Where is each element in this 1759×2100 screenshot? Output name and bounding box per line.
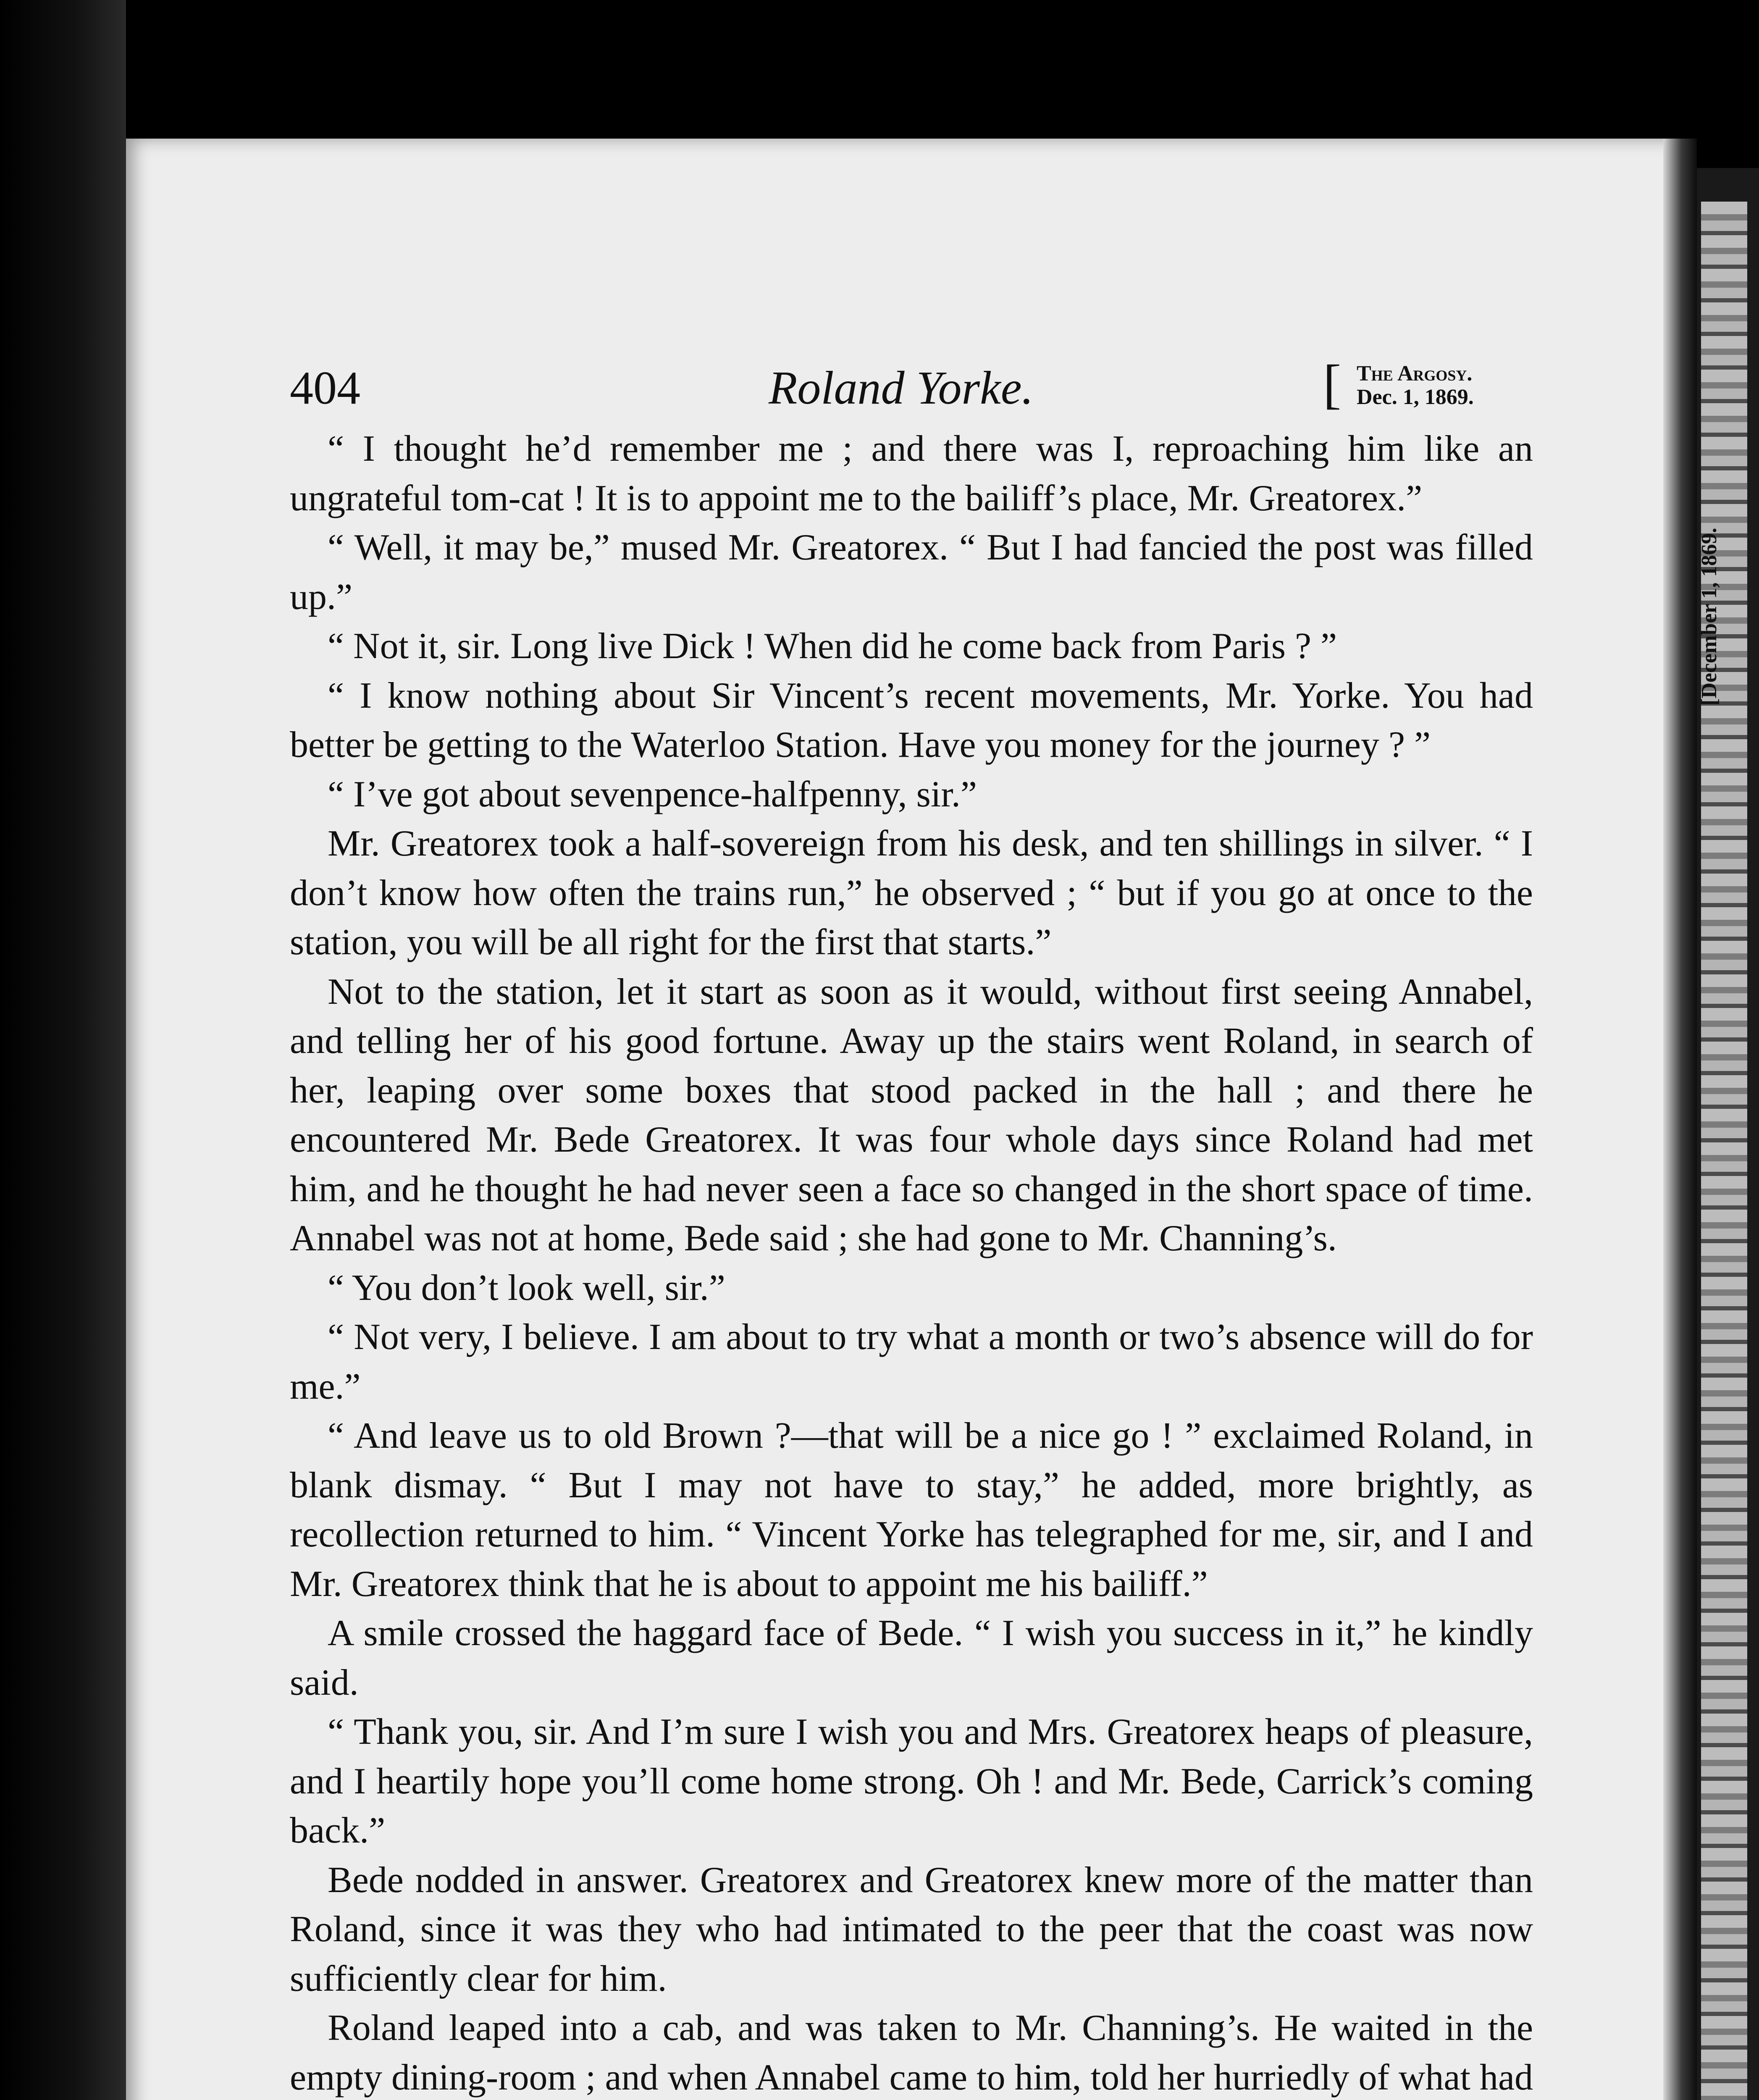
paragraph: Mr. Greatorex took a half-sovereign from his desk, and ten shillings in silver. “ I don’t know how often the trains run,” he observed ; “ but if you go at once to the station, you will be all right for the first that starts.” (290, 823, 1533, 963)
header-bracket: [ (1323, 354, 1342, 415)
issue-date: Dec. 1, 1869. (1357, 385, 1474, 409)
facing-page-date: [December 1, 1869. (1697, 528, 1721, 706)
paragraph: “ Thank you, sir. And I’m sure I wish you and Mrs. Greatorex heaps of pleasure, and I heartily hope you’ll come home strong. Oh ! and Mr. Bede, Carrick’s coming back.” (290, 1712, 1533, 1851)
paragraph: “ Not it, sir. Long live Dick ! When did he come back from Paris ? ” (328, 626, 1337, 667)
paragraph: A smile crossed the haggard face of Bede. “ I wish you success in it,” he kindly said. (290, 1613, 1533, 1703)
book-spine (1663, 139, 1697, 2100)
running-title: Roland Yorke. (769, 362, 1034, 414)
paragraph: “ I’ve got about sevenpence-halfpenny, sir.” (328, 774, 977, 815)
publication-name: The Argosy. (1357, 362, 1473, 386)
paragraph: Roland leaped into a cab, and was taken to Mr. Channing’s. He waited in the empty dining-room ; and when Annabel came to him, told her hurriedly of what had (290, 2008, 1533, 2098)
paragraph: “ You don’t look well, sir.” (328, 1267, 725, 1308)
scan-left-shadow (0, 0, 126, 2100)
page-header (290, 354, 1533, 420)
paragraph: “ I thought he’d remember me ; and there was I, reproaching him like an ungrateful tom-cat ! It is to appoint me to the bailiff’s place, Mr. Greatorex.” (290, 428, 1533, 519)
header-publication (1357, 362, 1474, 409)
paragraph: “ Well, it may be,” mused Mr. Greatorex. “ But I had fancied the post was filled up.” (290, 527, 1533, 617)
facing-page-edge (1697, 168, 1759, 2100)
body-text (290, 424, 1533, 2100)
page-number: 404 (290, 362, 360, 414)
paragraph: Not to the station, let it start as soon as it would, without first seeing Annabel, and telling her of his good fortune. Away up the stairs went Roland, in search of her, leaping over some boxes that stood packed in the hall ; and there he encountered Mr. Bede Greatorex. It was four whole days since Roland had met him, and he thought he had never seen a face so changed in the short space of time. Annabel was not at home, Bede said ; she had gone to Mr. Channing’s. (290, 971, 1533, 1259)
paragraph: “ I know nothing about Sir Vincent’s recent movements, Mr. Yorke. You had better be getting to the Waterloo Station. Have you money for the journey ? ” (290, 675, 1533, 765)
paragraph: Bede nodded in answer. Greatorex and Greatorex knew more of the matter than Roland, since it was they who had intimated to the peer that the coast was now sufficiently clear for him. (290, 1859, 1533, 1999)
paragraph: “ And leave us to old Brown ?—that will be a nice go ! ” exclaimed Roland, in blank dismay. “ But I may not have to stay,” he added, more brightly, as recollection returned to him. “ Vincent Yorke has telegraphed for me, sir, and I and Mr. Greatorex think that he is about to appoint me his bailiff.” (290, 1415, 1533, 1604)
facing-page-illustration (1701, 202, 1747, 2100)
paragraph: “ Not very, I believe. I am about to try what a month or two’s absence will do for me.” (290, 1317, 1533, 1407)
